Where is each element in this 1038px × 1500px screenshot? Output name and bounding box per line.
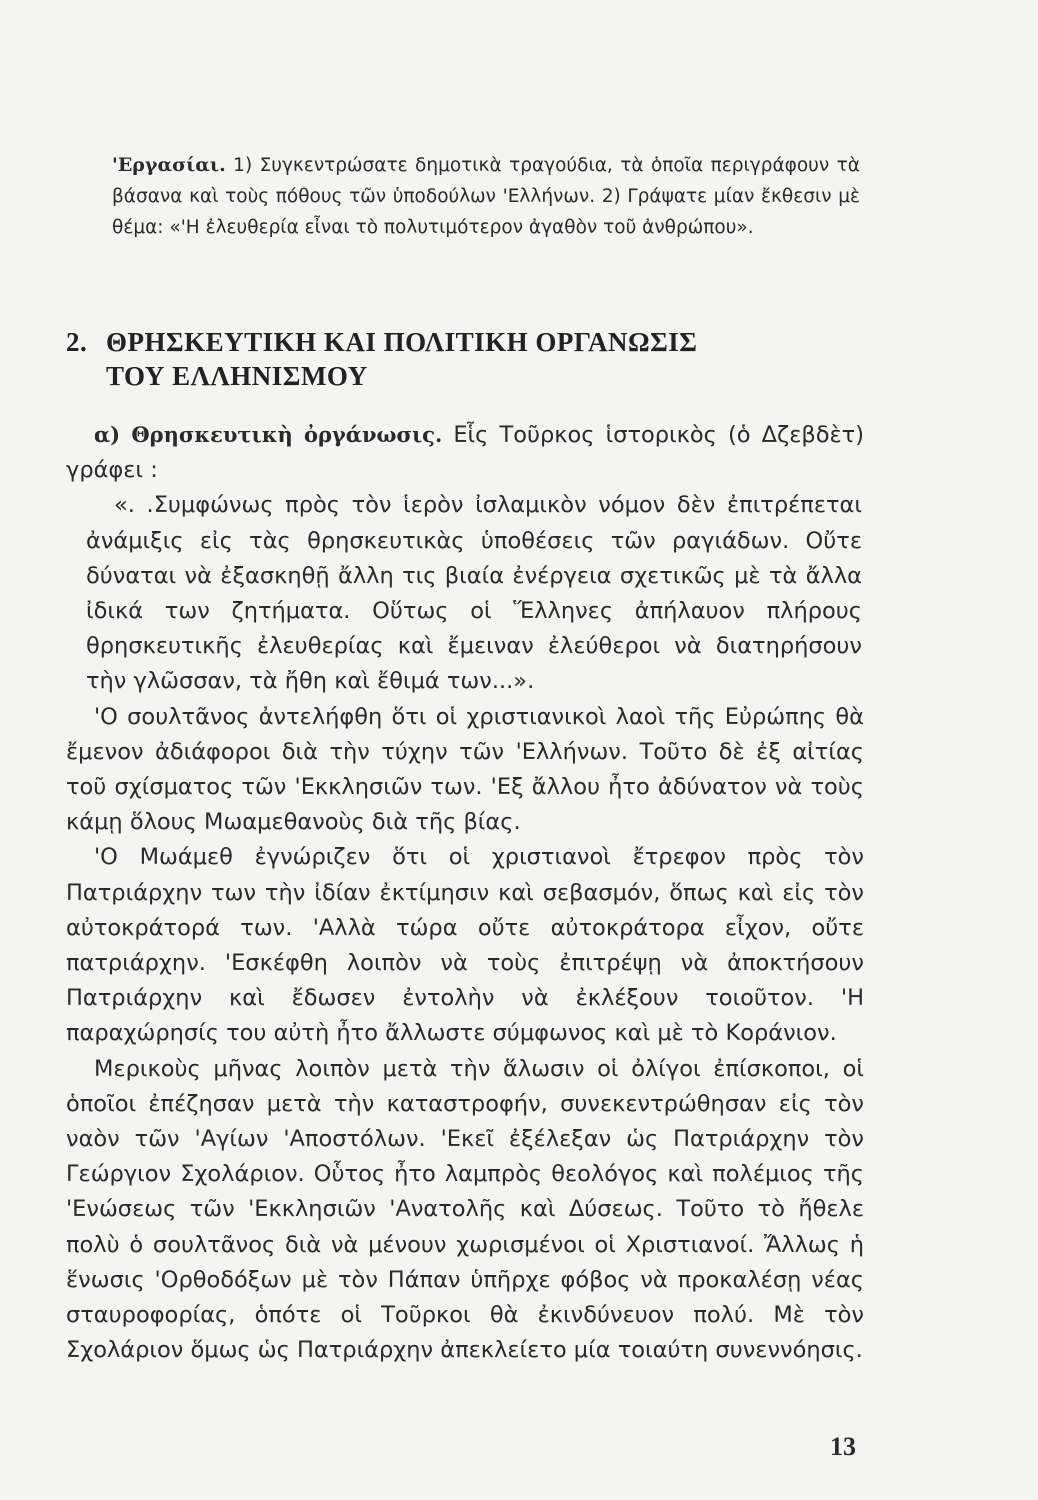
exercises-lead: 'Εργασίαι. [112,154,226,176]
subsection-lead: α) Θρησκευτικὴ ὀργάνωσις. [94,422,443,447]
subsection-intro [66,417,864,488]
section-title-line2: ΤΟΥ ΕΛΛΗΝΙΣΜΟΥ [106,361,368,391]
section-number: 2. [66,327,88,357]
subsection-text: Εἷς Τοῦρκος ἱστορικὸς (ὁ Δζεβδὲτ) γράφει : [66,422,864,484]
paragraph-2: 'Ο Μωάμεθ ἐγνώριζεν ὅτι οἱ χριστιανοὶ ἔτρεφον πρὸς τὸν Πατριάρχην των τὴν ἰδίαν ἐκτίμησιν καὶ σεβασμόν, ὅπως καὶ εἰς τὸν αὐτοκράτορά των. 'Αλλὰ τώρα οὔτε αὐτοκράτορα εἶχον, οὔτε πατριάρχην. 'Εσκέφθη λοιπὸν νὰ τοὺς ἐπιτρέψῃ νὰ ἀποκτήσουν Πατριάρχην καὶ ἔδωσεν ἐντολὴν νὰ ἐκλέξουν τοιοῦτον. 'Η παραχώρησίς του αὐτὴ ἦτο ἄλλωστε σύμφωνος καὶ μὲ τὸ Κοράνιον. [66,844,864,1047]
paragraph-1: 'Ο σουλτᾶνος ἀντελήφθη ὅτι οἱ χριστιανικοὶ λαοὶ τῆς Εὐρώπης θὰ ἔμενον ἀδιάφοροι διὰ τὴν τύχην τῶν 'Ελλήνων. Τοῦτο δὲ ἐξ αἰτίας τοῦ σχίσματος τῶν 'Εκκλησιῶν των. 'Εξ ἄλλου ἦτο ἀδύνατον νὰ τοὺς κάμῃ ὅλους Μωαμεθανοὺς διὰ τῆς βίας. [66,703,864,836]
paragraph-3: Μερικοὺς μῆνας λοιπὸν μετὰ τὴν ἅλωσιν οἱ ὀλίγοι ἐπίσκοποι, οἱ ὁποῖοι ἐπέζησαν μετὰ τὴν καταστροφήν, συνεκεντρώθησαν εἰς τὸν ναὸν τῶν 'Αγίων 'Αποστόλων. 'Εκεῖ ἐξέλεξαν ὡς Πατριάρχην τὸν Γεώργιον Σχολάριον. Οὗτος ἦτο λαμπρὸς θεολόγος καὶ πολέμιος τῆς 'Ενώσεως τῶν 'Εκκλησιῶν 'Ανατολῆς καὶ Δύσεως. Τοῦτο τὸ ἤθελε πολὺ ὁ σουλτᾶνος διὰ νὰ μένουν χωρισμένοι οἱ Χριστιανοί. Ἄλλως ἡ ἕνωσις 'Ορθοδόξων μὲ τὸν Πάπαν ὑπῆρχε φόβος νὰ προκαλέσῃ νέας σταυροφορίας, ὁπότε οἱ Τοῦρκοι θὰ ἐκινδύνευον πολύ. Μὲ τὸν Σχολάριον ὅμως ὡς Πατριάρχην ἀπεκλείετο μία τοιαύτη συνεννόησις. [66,1055,864,1364]
exercises-text: 1) Συγκεντρώσατε δημοτικὰ τραγούδια, τὰ ὁποῖα περιγράφουν τὰ βάσανα καὶ τοὺς πόθους τῶν ὑποδούλων 'Ελλήνων. 2) Γράψατε μίαν ἔκθεσιν μὲ θέμα: «'Η ἐλευθερία εἶναι τὸ πολυτιμότερον ἀγαθὸν τοῦ ἀνθρώπου». [112,155,860,238]
page-number: 13 [830,1432,856,1461]
exercises-block [112,150,860,243]
section-title-line1: ΘΡΗΣΚΕΥΤΙΚΗ ΚΑΙ ΠΟΛΙΤΙΚΗ ΟΡΓΑΝΩΣΙΣ [106,327,698,357]
section-heading [66,325,886,393]
quote-paragraph: «. .Συμφώνως πρὸς τὸν ἱερὸν ἰσλαμικὸν νόμον δὲν ἐπιτρέπεται ἀνάμιξις εἰς τὰς θρησκευτικὰς ὑποθέσεις τῶν ραγιάδων. Οὔτε δύναται νὰ ἐξασκηθῇ ἄλλη τις βιαία ἐνέργεια σχετικῶς μὲ τὰ ἄλλα ἰδικά των ζητήματα. Οὕτως οἱ Ἕλληνες ἀπήλαυον πλήρους θρησκευτικῆς ἐλευθερίας καὶ ἔμειναν ἐλεύθεροι νὰ διατηρήσουν τὴν γλῶσσαν, τὰ ἤθη καὶ ἔθιμά των...». [86,492,862,695]
body-text [66,417,864,1368]
